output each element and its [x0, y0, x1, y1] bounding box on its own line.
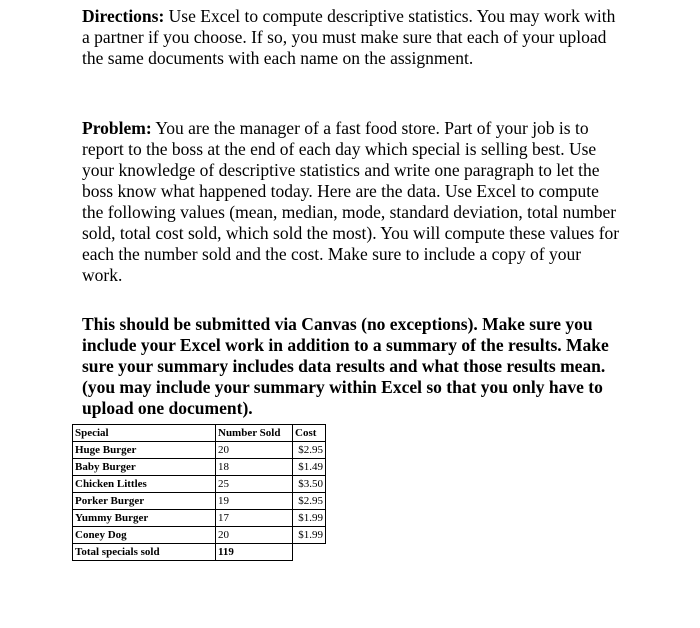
- cell-special: Chicken Littles: [73, 476, 216, 493]
- cell-sold: 20: [216, 442, 293, 459]
- table-row: [73, 493, 326, 510]
- total-label: Total specials sold: [73, 544, 216, 561]
- cell-cost: $1.99: [293, 527, 326, 544]
- total-sold: 119: [216, 544, 293, 561]
- directions-paragraph: [82, 6, 622, 69]
- cell-sold: 25: [216, 476, 293, 493]
- cell-sold: 18: [216, 459, 293, 476]
- cell-special: Huge Burger: [73, 442, 216, 459]
- directions-label: Directions:: [82, 6, 165, 26]
- table-row: [73, 510, 326, 527]
- problem-text: You are the manager of a fast food store. Part of your job is to report to the boss at the end of each day which special is selling best. Use your knowledge of descriptive statistics and write one paragraph to let the boss know what happened today. Here are the data. Use Excel to compute the following values (mean, median, mode, standard deviation, total number sold, total cost sold, which sold the most). You will compute these values for each the number sold and the cost. Make sure to include a copy of your work.: [82, 118, 620, 285]
- cell-cost: $1.49: [293, 459, 326, 476]
- directions-text: Use Excel to compute descriptive statistics. You may work with a partner if you choose. If so, you must make sure that each of your upload the same documents with each name on the assignment.: [82, 6, 616, 68]
- cell-cost: $2.95: [293, 442, 326, 459]
- specials-table: [72, 424, 326, 561]
- problem-label: Problem:: [82, 118, 152, 138]
- table-row: [73, 442, 326, 459]
- cell-special: Coney Dog: [73, 527, 216, 544]
- total-cost-empty: [293, 544, 326, 561]
- cell-cost: $2.95: [293, 493, 326, 510]
- cell-sold: 19: [216, 493, 293, 510]
- cell-sold: 20: [216, 527, 293, 544]
- cell-sold: 17: [216, 510, 293, 527]
- table-row: [73, 476, 326, 493]
- header-special: Special: [73, 425, 216, 442]
- problem-paragraph: [82, 118, 622, 286]
- cell-cost: $1.99: [293, 510, 326, 527]
- table-row: [73, 459, 326, 476]
- cell-special: Yummy Burger: [73, 510, 216, 527]
- cell-special: Baby Burger: [73, 459, 216, 476]
- cell-special: Porker Burger: [73, 493, 216, 510]
- total-row: [73, 544, 326, 561]
- cell-cost: $3.50: [293, 476, 326, 493]
- table-header-row: [73, 425, 326, 442]
- header-cost: Cost: [293, 425, 326, 442]
- submission-paragraph: This should be submitted via Canvas (no exceptions). Make sure you include your Excel work in addition to a summary of the results. Make sure your summary includes data results and what those results mean. (you may include your summary within Excel so that you only have to upload one document).: [82, 314, 609, 418]
- header-number-sold: Number Sold: [216, 425, 293, 442]
- table-row: [73, 527, 326, 544]
